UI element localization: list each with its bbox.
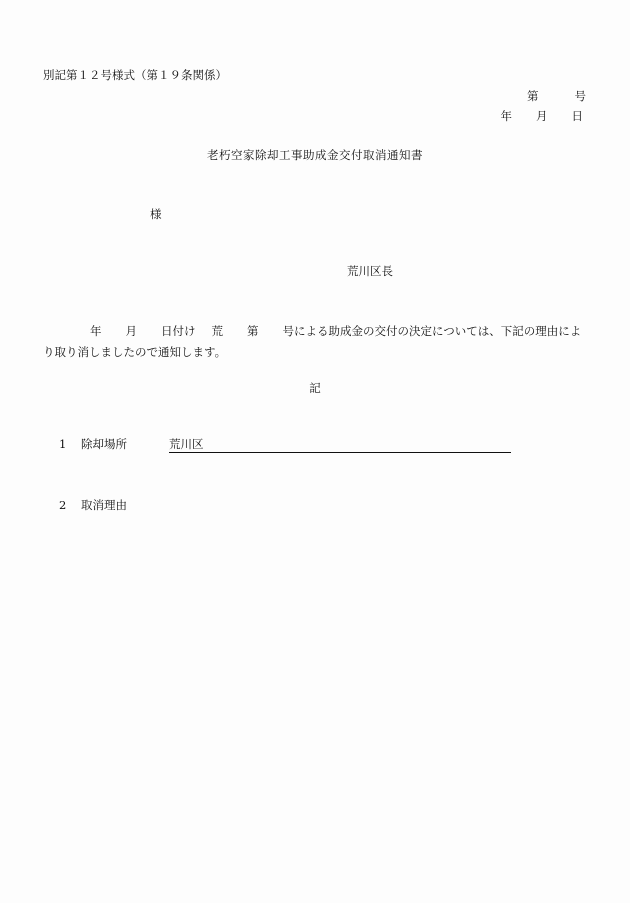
number-dai: 第 (527, 89, 539, 103)
sender-name: 荒川区長 (347, 264, 393, 278)
document-date-line (501, 109, 584, 123)
date-month: 月 (536, 109, 548, 123)
item-number: 1 (59, 437, 67, 451)
item-cancel-reason (59, 498, 169, 512)
date-year: 年 (500, 109, 512, 123)
addressee-suffix: 様 (150, 207, 162, 221)
document-number-line (527, 89, 586, 103)
item-label: 取消理由 (81, 498, 127, 512)
item-label: 除却場所 (81, 437, 127, 451)
form-label: 別記第１２号様式（第１９条関係） (43, 68, 227, 82)
body-dated: 日付け (161, 324, 196, 338)
body-month: 月 (125, 324, 137, 338)
ki-heading: 記 (309, 381, 321, 395)
item-demolition-site (59, 437, 511, 453)
document-title: 老朽空家除却工事助成金交付取消通知書 (207, 148, 423, 162)
number-go: 号 (574, 89, 586, 103)
notice-body (43, 321, 588, 363)
demolition-site-field: 荒川区 (169, 437, 511, 453)
body-year: 年 (90, 324, 102, 338)
date-day: 日 (571, 109, 583, 123)
body-ara: 荒 (211, 324, 223, 338)
body-dai: 第 (247, 324, 259, 338)
item-number: 2 (59, 498, 67, 512)
body-rest: 号による助成金の交付の決定については、下記の理由により取り消しましたので通知します。 (43, 324, 582, 359)
